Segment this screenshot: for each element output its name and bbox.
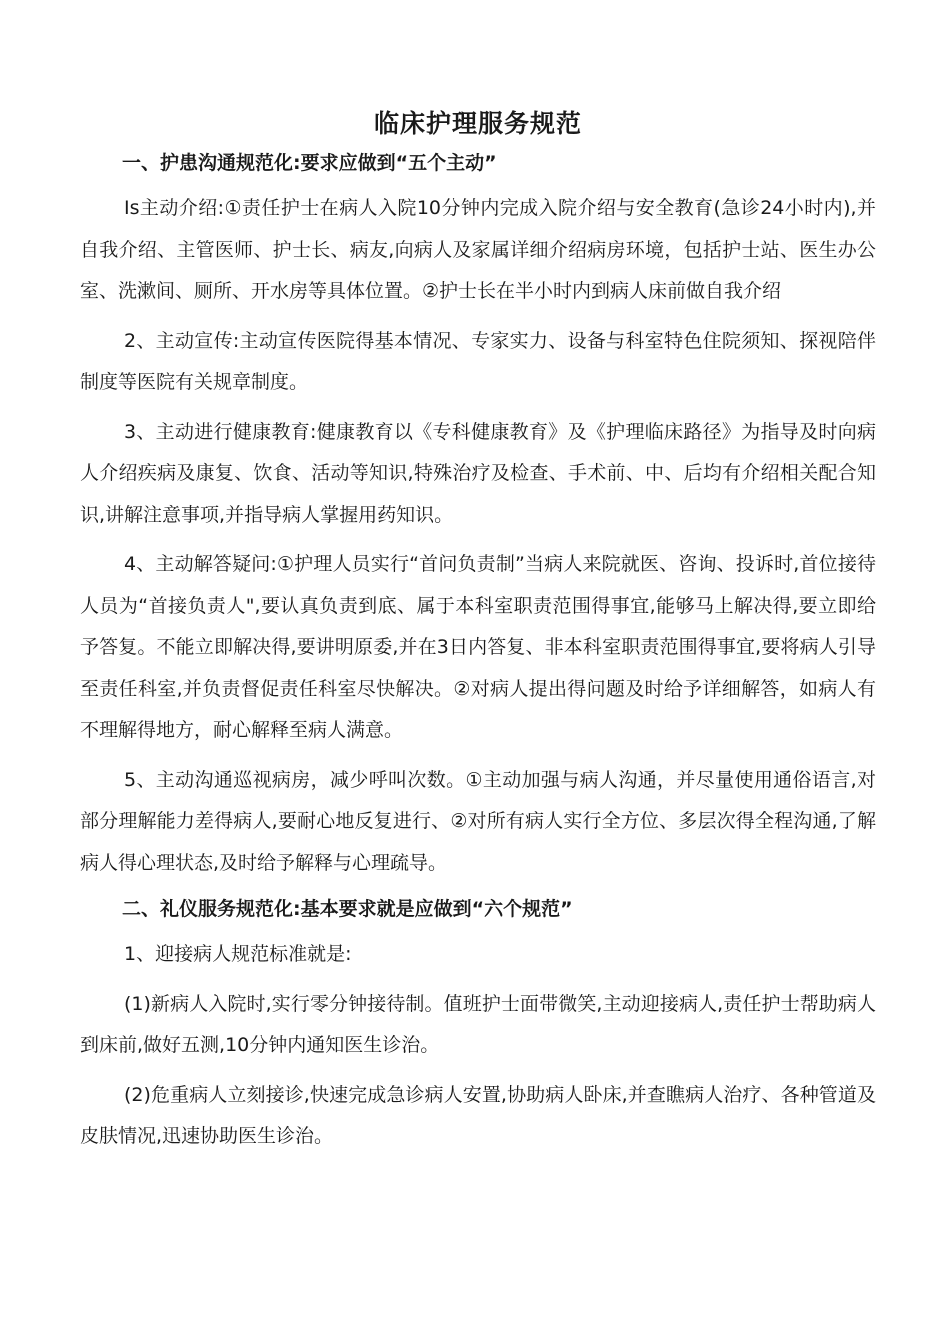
paragraph-health-education: 3、主动进行健康教育:健康教育以《专科健康教育》及《护理临床路径》为指导及时向病人介绍疾病及康复、饮食、活动等知识,特殊治疗及检查、手术前、中、后均有介绍相关配合知识,讲解注意事项,并指导病人掌握用药知识。: [80, 420, 876, 526]
document-page: [80, 104, 876, 1158]
paragraph-answer-questions: 4、主动解答疑问:①护理人员实行“首问负责制”当病人来院就医、咨询、投诉时,首位接待人员为“首接负责人",要认真负责到底、属于本科室职责范围得事宜,能够马上解决得,要立即给予答复。不能立即解决得,要讲明原委,并在3日内答复、非本科室职责范围得事宜,要将病人引导至责任科室,并负责督促责任科室尽快解决。②对病人提出得问题及时给予详细解答，如病人有不理解得地方，耐心解释至病人满意。: [80, 553, 876, 741]
paragraph-new-patient-admission: (1)新病人入院时,实行零分钟接待制。值班护士面带微笑,主动迎接病人,责任护士帮助病人到床前,做好五测,10分钟内通知医生诊治。: [80, 992, 876, 1056]
paragraph-critical-patient: (2)危重病人立刻接诊,快速完成急诊病人安置,协助病人卧床,并查瞧病人治疗、各种管道及皮肤情况,迅速协助医生诊治。: [80, 1083, 876, 1147]
paragraph-ward-rounds: 5、主动沟通巡视病房，减少呼叫次数。①主动加强与病人沟通，并尽量使用通俗语言,对部分理解能力差得病人,要耐心地反复进行、②对所有病人实行全方位、多层次得全程沟通,了解病人得心理状态,及时给予解释与心理疏导。: [80, 768, 876, 874]
section-heading-1: 一、护患沟通规范化:要求应做到“五个主动”: [122, 152, 497, 174]
section-heading-2: 二、礼仪服务规范化:基本要求就是应做到“六个规范”: [122, 898, 573, 920]
paragraph-active-publicity: 2、主动宣传:主动宣传医院得基本情况、专家实力、设备与科室特色住院须知、探视陪伴制度等医院有关规章制度。: [80, 329, 876, 393]
paragraph-reception-standard: 1、迎接病人规范标准就是:: [124, 943, 352, 965]
paragraph-active-introduction: Is主动介绍:①责任护士在病人入院10分钟内完成入院介绍与安全教育(急诊24小时内),并自我介绍、主管医师、护士长、病友,向病人及家属详细介绍病房环境，包括护士站、医生办公室、洗漱间、厕所、开水房等具体位置。②护士长在半小时内到病人床前做自我介绍: [80, 197, 876, 302]
document-title: 临床护理服务规范: [373, 109, 582, 138]
